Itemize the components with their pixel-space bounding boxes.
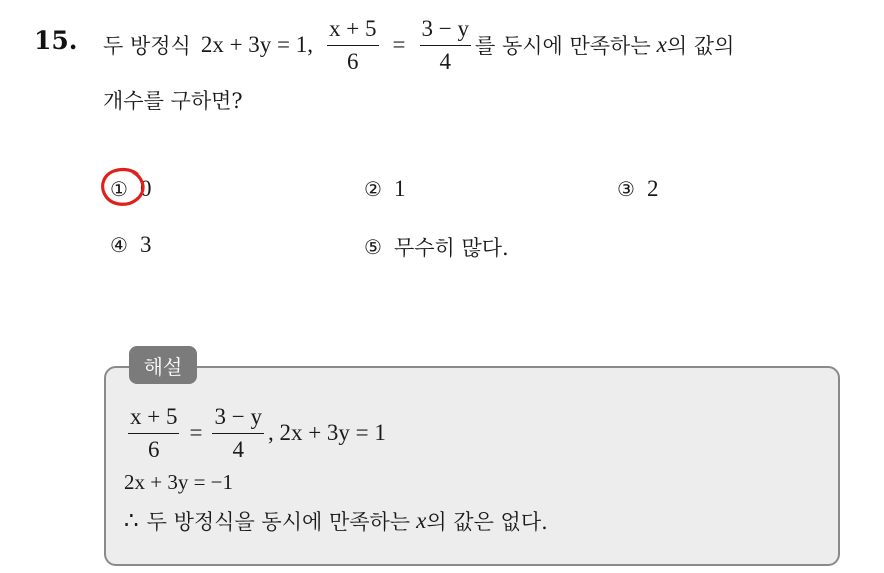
fraction-x-plus-5-over-6	[327, 16, 378, 74]
answer-mark-circle-icon	[99, 166, 149, 208]
solution-line-3	[124, 506, 548, 536]
choice-marker: ②	[364, 177, 382, 201]
choice-text: 2	[646, 176, 659, 201]
equals-sign: =	[392, 32, 406, 57]
equation-tail: , 2x + 3y = 1	[267, 420, 386, 445]
fraction-3-minus-y-over-4	[212, 404, 263, 462]
choice-text: 3	[139, 232, 152, 257]
question-middle: 를 동시에 만족하는	[474, 34, 651, 58]
conclusion-text-b: 의 값은 없다.	[426, 510, 548, 534]
choice-2[interactable]	[364, 176, 405, 202]
question-end: 의 값의	[666, 34, 735, 58]
fraction-numerator: x + 5	[128, 404, 179, 433]
variable-x: x	[416, 508, 427, 533]
solution-line-2: 2x + 3y = −1	[124, 470, 234, 494]
choice-text: 0	[139, 176, 152, 201]
fraction-denominator: 4	[232, 436, 244, 462]
fraction-numerator: 3 − y	[212, 404, 263, 433]
fraction-numerator: 3 − y	[420, 16, 471, 45]
choice-5[interactable]	[364, 232, 509, 262]
choice-4[interactable]	[110, 232, 151, 258]
fraction-denominator: 6	[347, 48, 359, 74]
choice-marker: ①	[110, 177, 128, 201]
question-line-2: 개수를 구하면?	[103, 89, 243, 113]
question-line-1	[103, 10, 734, 80]
choice-text: 1	[393, 176, 406, 201]
question-prefix: 두 방정식	[103, 34, 191, 58]
fraction-denominator: 6	[147, 436, 160, 462]
choice-marker: ③	[617, 177, 635, 201]
equals-sign: =	[189, 420, 203, 445]
solution-line-1	[124, 398, 386, 468]
fraction-3-minus-y-over-4	[420, 16, 471, 74]
choice-text: 무수히 많다.	[393, 236, 509, 260]
variable-x: x	[656, 32, 667, 57]
choice-3[interactable]	[617, 176, 658, 202]
choice-marker: ⑤	[364, 235, 382, 259]
therefore-symbol: ∴	[124, 508, 139, 533]
problem-number: 15.	[34, 26, 78, 55]
fraction-x-plus-5-over-6	[128, 404, 179, 462]
solution-label: 해설	[129, 346, 197, 384]
conclusion-text-a: 두 방정식을 동시에 만족하는	[146, 510, 411, 534]
equation-1: 2x + 3y = 1,	[200, 32, 314, 57]
fraction-numerator: x + 5	[327, 16, 378, 45]
choice-marker: ④	[110, 233, 128, 257]
fraction-denominator: 4	[439, 48, 451, 74]
answer-mark-stroke	[103, 169, 143, 204]
